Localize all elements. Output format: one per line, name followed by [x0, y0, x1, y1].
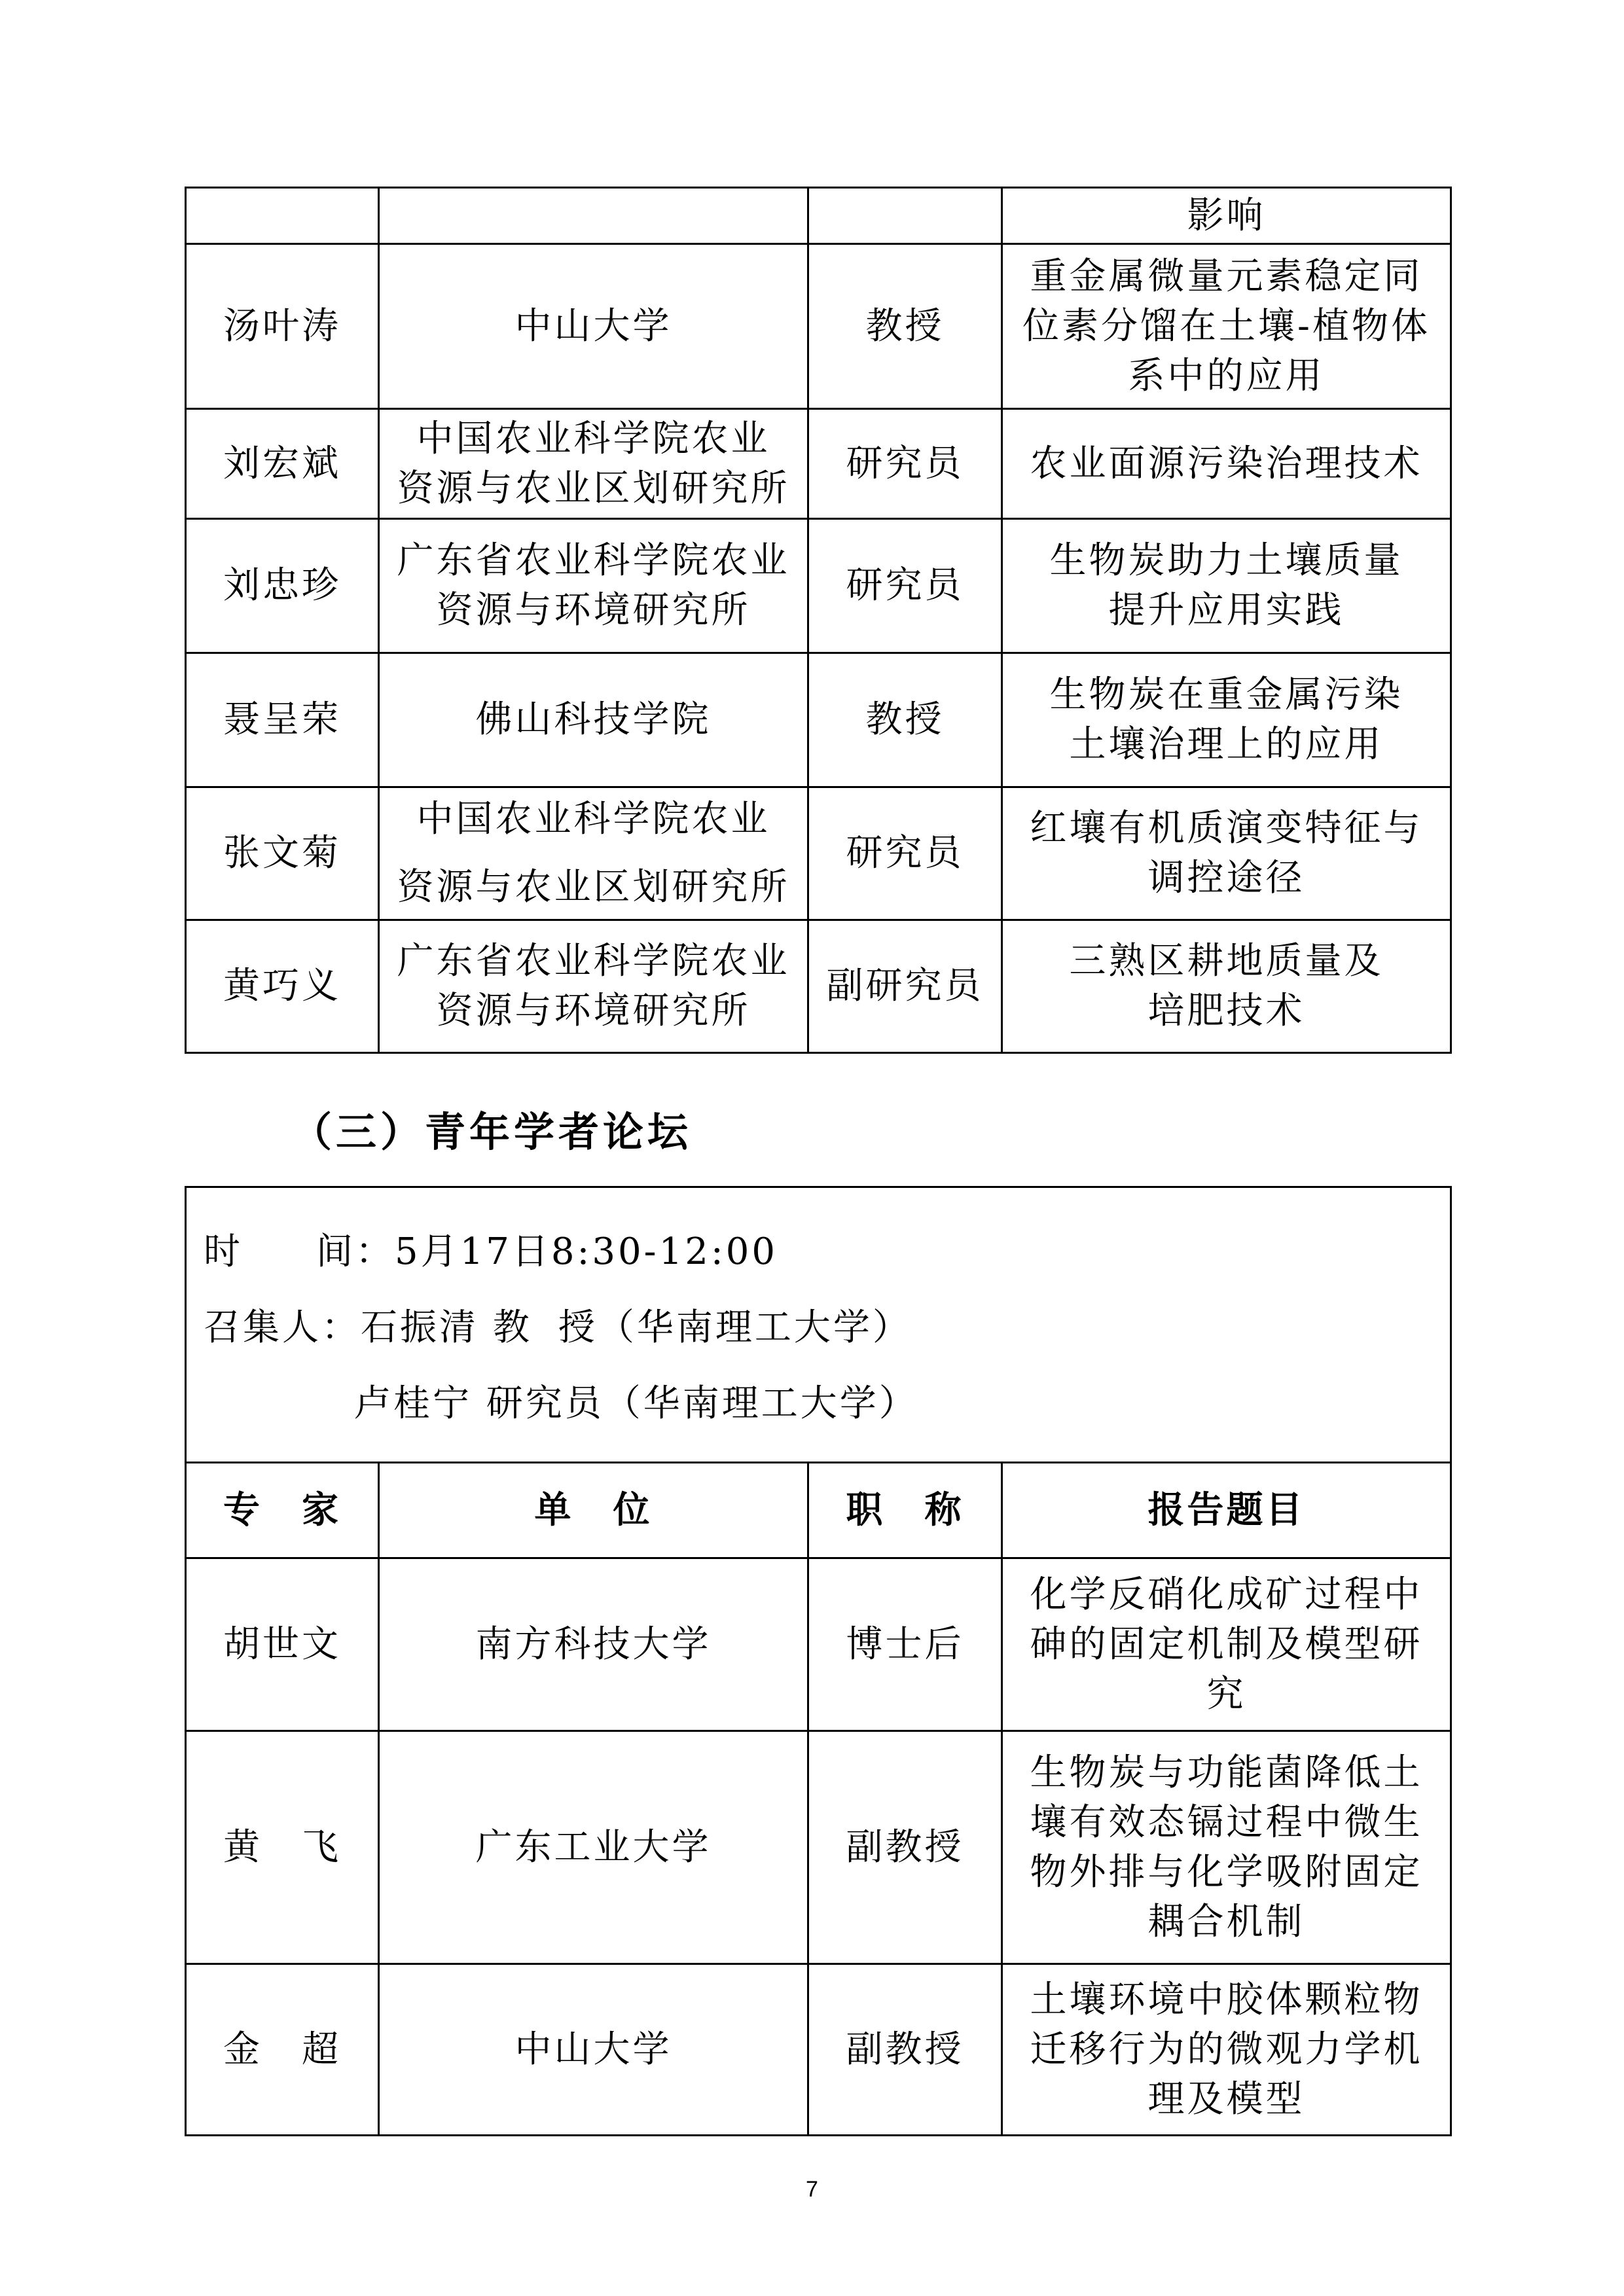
session-convener-2: 卢桂宁 研究员（华南理工大学）	[354, 1382, 918, 1425]
name-cell: 黄 飞	[186, 1731, 379, 1964]
table-row	[186, 519, 1451, 653]
page-number: 7	[806, 2177, 818, 2202]
title-cell: 副教授	[808, 1731, 1002, 1964]
table-row	[186, 1558, 1451, 1731]
speaker-table-continued	[185, 187, 1452, 1054]
org-cell: 中国农业科学院农业 资源与农业区划研究所	[379, 409, 808, 519]
topic-cell: 影响	[1002, 188, 1451, 244]
session-info-cell	[186, 1187, 1451, 1463]
topic-cell: 化学反硝化成矿过程中 砷的固定机制及模型研 究	[1002, 1558, 1451, 1731]
young-scholar-forum-table	[185, 1186, 1452, 2136]
name-cell: 金 超	[186, 1964, 379, 2136]
table-row	[186, 1731, 1451, 1964]
table-header-row	[186, 1463, 1451, 1558]
topic-cell: 生物炭助力土壤质量 提升应用实践	[1002, 519, 1451, 653]
topic-cell: 重金属微量元素稳定同 位素分馏在土壤-植物体 系中的应用	[1002, 244, 1451, 409]
title-cell: 副教授	[808, 1964, 1002, 2136]
name-cell	[186, 188, 379, 244]
table-row	[186, 920, 1451, 1053]
header-name: 专 家	[186, 1463, 379, 1558]
org-cell	[379, 188, 808, 244]
title-cell: 教授	[808, 244, 1002, 409]
name-cell: 刘忠珍	[186, 519, 379, 653]
header-org: 单 位	[379, 1463, 808, 1558]
section-heading: （三）青年学者论坛	[291, 1108, 693, 1156]
session-info-row	[186, 1187, 1451, 1463]
name-cell: 张文菊	[186, 787, 379, 920]
title-cell: 教授	[808, 653, 1002, 787]
table-row	[186, 1964, 1451, 2136]
name-cell: 刘宏斌	[186, 409, 379, 519]
topic-cell: 生物炭与功能菌降低土 壤有效态镉过程中微生 物外排与化学吸附固定 耦合机制	[1002, 1731, 1451, 1964]
topic-cell: 土壤环境中胶体颗粒物 迁移行为的微观力学机 理及模型	[1002, 1964, 1451, 2136]
org-cell: 广东省农业科学院农业 资源与环境研究所	[379, 920, 808, 1053]
header-topic: 报告题目	[1002, 1463, 1451, 1558]
table-row	[186, 188, 1451, 244]
title-cell: 研究员	[808, 519, 1002, 653]
header-title: 职 称	[808, 1463, 1002, 1558]
topic-cell: 农业面源污染治理技术	[1002, 409, 1451, 519]
org-cell: 南方科技大学	[379, 1558, 808, 1731]
name-cell: 胡世文	[186, 1558, 379, 1731]
table-row	[186, 787, 1451, 920]
org-cell: 广东工业大学	[379, 1731, 808, 1964]
title-cell: 研究员	[808, 787, 1002, 920]
table-row	[186, 244, 1451, 409]
topic-cell: 三熟区耕地质量及 培肥技术	[1002, 920, 1451, 1053]
title-cell	[808, 188, 1002, 244]
table-row	[186, 653, 1451, 787]
name-cell: 黄巧义	[186, 920, 379, 1053]
title-cell: 博士后	[808, 1558, 1002, 1731]
topic-cell: 红壤有机质演变特征与 调控途径	[1002, 787, 1451, 920]
org-cell: 广东省农业科学院农业 资源与环境研究所	[379, 519, 808, 653]
org-cell: 佛山科技学院	[379, 653, 808, 787]
session-convener: 召集人：石振清 教 授（华南理工大学）	[204, 1306, 912, 1349]
org-cell: 中国农业科学院农业 资源与农业区划研究所	[379, 787, 808, 920]
org-cell: 中山大学	[379, 244, 808, 409]
topic-cell: 生物炭在重金属污染 土壤治理上的应用	[1002, 653, 1451, 787]
title-cell: 副研究员	[808, 920, 1002, 1053]
name-cell: 聂呈荣	[186, 653, 379, 787]
title-cell: 研究员	[808, 409, 1002, 519]
org-cell: 中山大学	[379, 1964, 808, 2136]
table-row	[186, 409, 1451, 519]
session-time: 时 间：5月17日8:30-12:00	[204, 1230, 778, 1273]
name-cell: 汤叶涛	[186, 244, 379, 409]
